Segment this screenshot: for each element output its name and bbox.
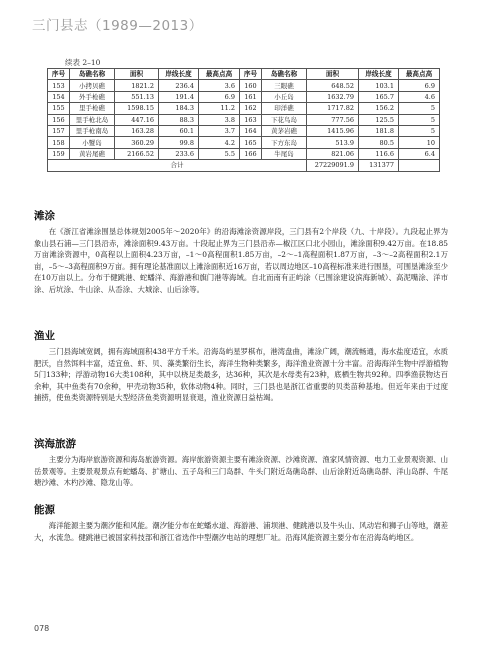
total-area: 27229091.9 bbox=[307, 160, 359, 171]
cell-name: 里手枪礁 bbox=[70, 103, 115, 114]
cell-index: 158 bbox=[48, 137, 70, 148]
cell-area: 777.56 bbox=[307, 114, 359, 125]
section-text-tidal-flats: 在《浙江省滩涂围垦总体规划2005年～2020年》的沿海滩涂资源岸段，三门县有2个岸段（九、十岸段）。九段起止界为象山县石浦—三门县沿赤，滩涂面积9.43万亩。十段起止界为三门县沿赤—椒江区口北小园山，滩涂面积9.42万亩。在18.85万亩滩涂资源中，0高程以上面积4.23万亩，–1～0高程面积1.85万亩，–2～–1高程面积1.87万亩，–3～–2高程面积2.1万亩，–5～–3高程面积9万亩。拥有理论基准面以上滩涂面积近16万亩，若以周边地区–10高程标准来进行围垦，可围垦滩涂至少在10万亩以上。分布于健跳港、蛇蟠洋、海游港和旗门港等海域。自北而南有正屿涂（已围涂建设滨海新城）、高泥嘴涂、洋市涂、后坑涂、牛山涂、从岙涂、大城涂、山后涂等。 bbox=[34, 227, 448, 294]
cell-index: 161 bbox=[240, 91, 262, 102]
cell-elevation: 6.4 bbox=[399, 148, 440, 159]
header-shoreline: 岸线长度 bbox=[159, 69, 199, 80]
cell-shoreline: 80.5 bbox=[359, 137, 399, 148]
cell-area: 1717.82 bbox=[307, 103, 359, 114]
cell-name: 里手枪北岛 bbox=[70, 114, 115, 125]
cell-shoreline: 99.8 bbox=[159, 137, 199, 148]
table-caption: 续表 2–10 bbox=[65, 58, 101, 67]
cell-area: 513.9 bbox=[307, 137, 359, 148]
cell-shoreline: 236.4 bbox=[159, 80, 199, 91]
cell-shoreline: 165.7 bbox=[359, 91, 399, 102]
cell-name: 印洋礁 bbox=[262, 103, 307, 114]
cell-index: 154 bbox=[48, 91, 70, 102]
cell-area: 1415.96 bbox=[307, 125, 359, 136]
cell-area: 360.29 bbox=[115, 137, 159, 148]
cell-elevation: 6.9 bbox=[399, 80, 440, 91]
cell-name: 小拷贝礁 bbox=[70, 80, 115, 91]
cell-name: 小蟹岛 bbox=[70, 137, 115, 148]
cell-area: 447.16 bbox=[115, 114, 159, 125]
cell-index: 164 bbox=[240, 125, 262, 136]
cell-elevation: 5 bbox=[399, 125, 440, 136]
header-index: 序号 bbox=[240, 69, 262, 80]
table-row bbox=[48, 137, 440, 148]
cell-name: 小丘岛 bbox=[262, 91, 307, 102]
section-heading-fishery: 渔业 bbox=[34, 330, 55, 342]
cell-shoreline: 184.3 bbox=[159, 103, 199, 114]
cell-name: 下花鸟岛 bbox=[262, 114, 307, 125]
cell-area: 1598.15 bbox=[115, 103, 159, 114]
cell-elevation: 3.8 bbox=[199, 114, 240, 125]
cell-area: 1632.79 bbox=[307, 91, 359, 102]
island-data-table bbox=[47, 68, 440, 172]
header-elevation: 最高点高 bbox=[399, 69, 440, 80]
section-text-fishery: 三门县海域宽阔，拥有海域面积438平方千米。沿海岛屿星罗棋布，港湾盘曲，滩涂广阔，潮流畅通，海水盐度适宜，水质肥沃，自然饵料丰富，适宜鱼、虾、贝、藻类繁衍生长，海洋生物种类繁多，海洋渔业资源十分丰富。沿海海洋生物中浮游植物5门133种；浮游动物16大类108种，其中以桡足类最多，达36种，其次是水母类有23种，底栖生物共92种。四季渔获物达百余种，其中鱼类有70余种，甲壳动物35种，软体动物4种。同时，三门县也是浙江省重要的贝类苗种基地。但近年来由于过度捕捞，使鱼类资源特别是大型经济鱼类资源明显衰退，渔业资源日益枯竭。 bbox=[34, 347, 448, 403]
cell-area: 2166.52 bbox=[115, 148, 159, 159]
cell-shoreline: 60.1 bbox=[159, 125, 199, 136]
cell-name: 黄岩尾礁 bbox=[70, 148, 115, 159]
cell-name: 三眼礁 bbox=[262, 80, 307, 91]
cell-shoreline: 103.1 bbox=[359, 80, 399, 91]
section-heading-coastal-tourism: 滨海旅游 bbox=[34, 438, 76, 450]
cell-index: 159 bbox=[48, 148, 70, 159]
section-heading-energy: 能源 bbox=[34, 504, 55, 516]
cell-area: 821.06 bbox=[307, 148, 359, 159]
cell-shoreline: 156.2 bbox=[359, 103, 399, 114]
cell-area: 648.52 bbox=[307, 80, 359, 91]
cell-elevation: 4.2 bbox=[199, 137, 240, 148]
cell-name: 牛尾岛 bbox=[262, 148, 307, 159]
page-number: 078 bbox=[34, 624, 50, 633]
cell-shoreline: 88.3 bbox=[159, 114, 199, 125]
cell-shoreline: 191.4 bbox=[159, 91, 199, 102]
header-name: 岛礁名称 bbox=[70, 69, 115, 80]
cell-index: 160 bbox=[240, 80, 262, 91]
cell-elevation: 3.7 bbox=[199, 125, 240, 136]
cell-index: 155 bbox=[48, 103, 70, 114]
cell-elevation: 11.2 bbox=[199, 103, 240, 114]
table-row bbox=[48, 91, 440, 102]
cell-shoreline: 181.8 bbox=[359, 125, 399, 136]
table-row bbox=[48, 125, 440, 136]
cell-index: 162 bbox=[240, 103, 262, 114]
cell-index: 156 bbox=[48, 114, 70, 125]
section-text-energy: 海洋能源主要为潮汐能和风能。潮汐能分布在蛇蟠水道、海游港、浦坝港、健跳港以及牛头山、风动岩和狮子山等地，潮差大，水流急。健跳港已被国家科技部和浙江省选作中型潮汐电站的理想厂址。沿海风能资源主要分布在沿海岛屿地区。 bbox=[34, 521, 448, 542]
cell-elevation: 4.6 bbox=[399, 91, 440, 102]
header-index: 序号 bbox=[48, 69, 70, 80]
cell-elevation: 3.6 bbox=[199, 80, 240, 91]
section-heading-tidal-flats: 滩涂 bbox=[34, 210, 55, 222]
cell-index: 157 bbox=[48, 125, 70, 136]
cell-shoreline: 116.6 bbox=[359, 148, 399, 159]
cell-name: 外手枪礁 bbox=[70, 91, 115, 102]
total-label: 合计 bbox=[48, 160, 307, 171]
cell-name: 下方东岛 bbox=[262, 137, 307, 148]
header-name: 岛礁名称 bbox=[262, 69, 307, 80]
section-text-coastal-tourism: 主要分为海岸旅游资源和海岛旅游资源。海岸旅游资源主要有滩涂资源、沙滩资源、渔家风情资源、电力工业景观资源、山岳景观等。主要景观景点有蛇蟠岛、扩塘山、五子岛和三门岛群、牛头门附近岛礁岛群、山后涂附近岛礁岛群、洋山岛群、牛尾塘沙滩、木杓沙滩、隐龙山等。 bbox=[34, 455, 448, 488]
cell-area: 1821.2 bbox=[115, 80, 159, 91]
table-row bbox=[48, 103, 440, 114]
cell-elevation: 5 bbox=[399, 114, 440, 125]
header-elevation: 最高点高 bbox=[199, 69, 240, 80]
cell-area: 551.13 bbox=[115, 91, 159, 102]
cell-elevation: 5 bbox=[399, 103, 440, 114]
table-row bbox=[48, 80, 440, 91]
header-area: 面积 bbox=[115, 69, 159, 80]
cell-index: 163 bbox=[240, 114, 262, 125]
cell-elevation: 6.9 bbox=[199, 91, 240, 102]
cell-index: 153 bbox=[48, 80, 70, 91]
running-head-title: 三门县志（1989—2013） bbox=[32, 18, 203, 34]
cell-elevation: 5.5 bbox=[199, 148, 240, 159]
table-row bbox=[48, 148, 440, 159]
cell-name: 里手枪南岛 bbox=[70, 125, 115, 136]
cell-area: 163.28 bbox=[115, 125, 159, 136]
header-area: 面积 bbox=[307, 69, 359, 80]
table-header-row bbox=[48, 69, 440, 80]
table-row bbox=[48, 114, 440, 125]
cell-name: 黄茅岩礁 bbox=[262, 125, 307, 136]
total-empty-cell bbox=[399, 160, 440, 171]
cell-index: 166 bbox=[240, 148, 262, 159]
cell-elevation: 10 bbox=[399, 137, 440, 148]
cell-index: 165 bbox=[240, 137, 262, 148]
table-total-row bbox=[48, 160, 440, 171]
total-shoreline: 131377 bbox=[359, 160, 399, 171]
cell-shoreline: 233.6 bbox=[159, 148, 199, 159]
cell-shoreline: 125.5 bbox=[359, 114, 399, 125]
header-shoreline: 岸线长度 bbox=[359, 69, 399, 80]
